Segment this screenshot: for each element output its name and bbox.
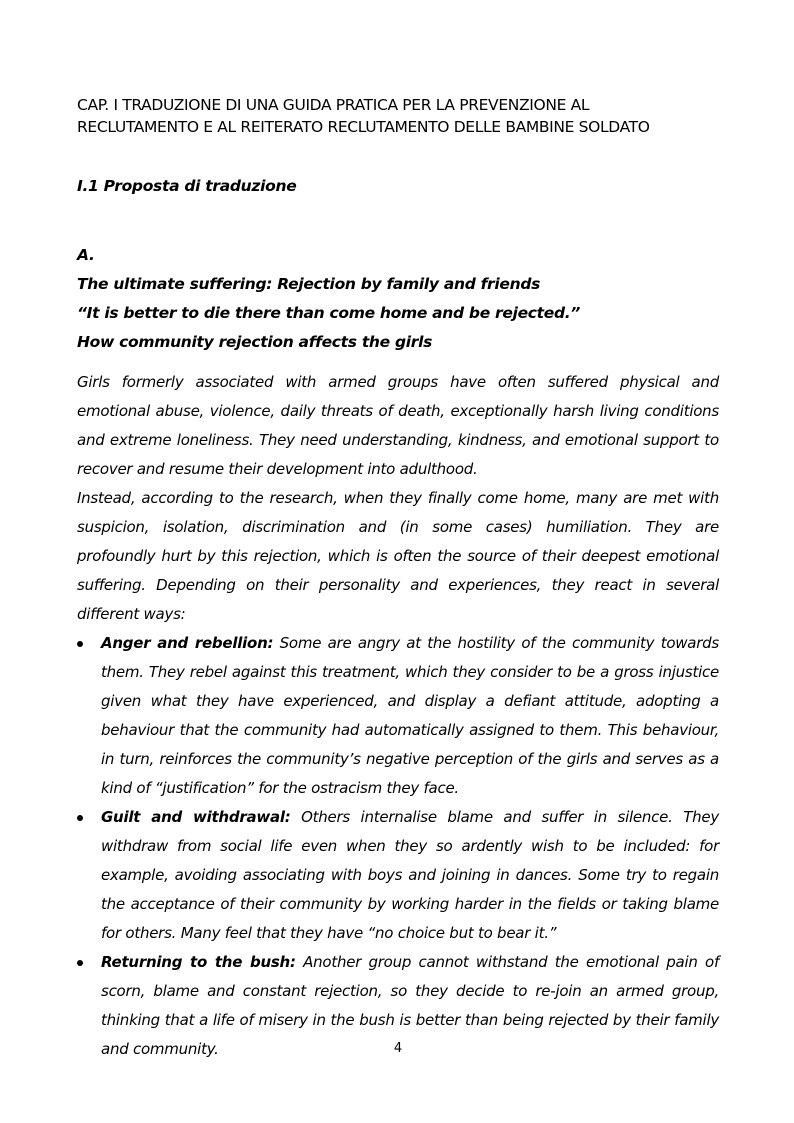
section-heading: I.1 Proposta di traduzione [77,177,297,195]
paragraph: Instead, according to the research, when they finally come home, many are met with suspicion, isolation, discrimination and (in some cases) humiliation. They are profoundly hurt by this rejection, which is often the source of their deepest emotional suffering. Depending on their personality and experiences, they react in several different ways: [77,489,719,623]
bullet-icon [77,815,83,821]
bullet-text: Others internalise blame and suffer in silence. They withdraw from social life even when they so ardently wish to be included: for example, avoiding associating with boys and joining in dances. Some try to regain the acceptance of their community by working harder in the fields or taking blame for others. Many feel that they have “no choice but to bear it.” [101,808,719,942]
bullet-item-anger [77,629,719,803]
subsection-quote: “It is better to die there than come home and be rejected.” [77,304,581,322]
subsection-letter: A. [77,246,95,264]
bullet-text: Another group cannot withstand the emotional pain of scorn, blame and constant rejection, so they decide to re-join an armed group, thinking that a life of misery in the bush is better than being rejected by their family and community. [101,953,720,1058]
bullet-lead: Anger and rebellion: [101,634,274,652]
bullet-icon [77,960,83,966]
paragraph: Girls formerly associated with armed groups have often suffered physical and emotional abuse, violence, daily threats of death, exceptionally harsh living conditions and extreme loneliness. They need understanding, kindness, and emotional support to recover and resume their development into adulthood. [77,373,719,478]
subsection-subtitle: How community rejection affects the girls [77,333,433,351]
document-page [77,0,719,1123]
chapter-title: CAP. I TRADUZIONE DI UNA GUIDA PRATICA PER LA PREVENZIONE AL RECLUTAMENTO E AL REITERATO RECLUTAMENTO DELLE BAMBINE SOLDATO [77,96,650,136]
bullet-item-guilt [77,803,719,948]
subsection-title: The ultimate suffering: Rejection by family and friends [77,275,541,293]
page-number: 4 [393,1041,403,1056]
subsection-heading-block [77,241,737,357]
body-text [77,368,719,1064]
bullet-lead: Guilt and withdrawal: [101,808,291,826]
bullet-icon [77,641,83,647]
bullet-text: Some are angry at the hostility of the community towards them. They rebel against this treatment, which they consider to be a gross injustice given what they have experienced, and display a defiant attitude, adopting a behaviour that the community had automatically assigned to them. This behaviour, in turn, reinforces the community’s negative perception of the girls and serves as a kind of “justification” for the ostracism they face. [101,634,719,797]
bullet-lead: Returning to the bush: [101,953,296,971]
reaction-bullet-list [77,629,719,1064]
